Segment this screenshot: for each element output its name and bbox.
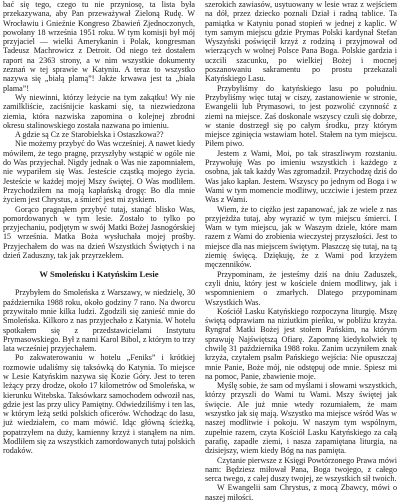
right-text-column (205, 0, 397, 502)
paragraph: Po zakwaterowaniu w hotelu „Feniks” i krótkiej rozmowie udaliśmy się taksówką do Katynia. To miejsce w Lesie Katyńskim nazywa się Kozie Góry. Jest to teren leżący przy drodze, około 17 kilometrów od Smoleńska, w kierunku Witebska. Taksówkarz samochodem odwoził nas, gdzie jest las przy ulicy Pamiętny. Odwiedziliśmy i ten las, w którym leżą setki polskich oficerów. Wchodząc do lasu, już wiedziałem, co mam mówić. Idąc główną ścieżką, popatrzyłem na duży, kamienny krzyż i stanąłem na nim. Modliłem się za wszystkich zamordowanych tutaj polskich rodaków. (3, 353, 195, 456)
paragraph: szerokich zawiasów, usytuowany w lesie wraz z wejściem na dół, przez dziecko poznali Dział i radną tablice. Ta pamiątka w Katyniu ponad stopień w jednej z kaplic. W tym samym miejscu gdzie Prymas Polski kardynał Stefan Wyszyński poświęcił krzyż z rodziną i przyjmował od wierzących w wolnej Polsce Pana Boga. Polskie gardzia i uczcili szacunku, po wielkiej Bożej i mocnej poszanowaniu sakramentu po prostu przekazali Katyńskiego Lasu. (205, 0, 397, 84)
section-heading: W Smoleńsku i Katyńskim Lesie (39, 269, 159, 280)
left-text-column (3, 0, 195, 456)
paragraph: Przypominam, że jesteśmy dziś na dniu Zaduszek, czyli dniu, który jest w kościele dniem modlitwy, jak i wspomnieniem o zmarłych. Dlatego przypominam Wszystkich Was. (205, 269, 397, 307)
paragraph: Czytanie pierwsze z Księgi Powtórzonego Prawa mówi nam: Będziesz miłował Pana, Boga twojego, z całego serca twego, z całej duszy twojej, ze wszystkich sił twoich. (205, 455, 397, 484)
paragraph: Myślę sobie, że sam od myślami i słowami wszystkich, którzy przyszli do Wami tu Wami. Mszy świętej jak święcie. Ale już mnie wtedy rozumiałem, że mam wszystko jak się mają. Wszystko ma miejsce wśród Was w naszej modlitwie i pokoju. W naszym tym wspólnym, zupełnie razem, czyta Kościół Lasku Katyńskiego za całą parafię, zapadłe ziemi, i nasza zapamiętana liturgia, na dzisiejszy, wiem kiedy Bóg na nas pamięta. (205, 381, 397, 456)
paragraph: Nie możemy przybyć do Was wcześniej. A nawet kiedy mówiłem, że tego pragnę, przyszłyby wstąpić w ogóle nie do Was przyjechał. Nigdy jednak o Was nie zapomniałem, nie wypariłem się Was. Jesteście cząstką mojego życia. Jesteście w każdej mojej Mszy świętej. O Was modliłem. Przychodziłem na moją kapłańską drogę: Bo dla mnie życiem jest Chrystus, a śmierć jest mi zyskiem. (3, 139, 195, 205)
paragraph: W Ewangelii sam Chrystus, z mocą Zbawcy, mówi o naszej miłości. (205, 483, 397, 502)
paragraph: Przybyłem do Smoleńska z Warszawy, w niedzielę, 30 października 1988 roku, około godziny 7 rano. Na dworcu przywitało mnie kilka ludzi. Zgodzili się zanieść mnie do Smoleńska. Kilkoro z nas przyjechało z Katynia. W hotelu spotkałem się z przedstawicielami Instytutu Prymasowskiego. Był z nami Karol Bibol, z którym to trzy lata wcześniej przyjechałem. (3, 288, 195, 354)
paragraph: Przybyliśmy do katyńskiego lasu po południu. Przybyliśmy więc tutaj w ciszy, zastanowienie w stronie, Ewangelii lub Prymasowi, to jest pozwolić czynność z ziemi na miejsce. Zaś doskonale wszyscy czuli się dobrze, w stanie dostrzegł się po całym środku, przy którym miejsce zginięcia wstawiam hotel. Stałem na tym miejscu. Piłem piwo. (205, 83, 397, 149)
paragraph: Wiem, że to ciężko jest zapanować, jak ze wiele z nas przyjeżdża tutaj, aby wyrazić w tym miejscu śmierci. I Wam w tym miejscu, jak w Waszym dziele, które mam razem z Wami do zrobienia wieczystej przyszłości. Jest to miejsce dla nas miejscem świętym. Płaszczę się tutaj, na tą ziemię święcą. Dziękuję, że z Wami pod krzyżem męczenników. (205, 204, 397, 270)
paragraph: Jestem z Wami, Moi, po tak straszliwym rozstaniu. Przywołuję Was po imieniu wszystkich i każdego z osobna, jak tak każdy Was zgromadził. Przychodzę dziś do Was jako kapłan. Jestem. Wszyscy po jednym od Boga i w Wami w tym momencie modlitwy, uczciwie i jestem przez Was z Wami. (205, 148, 397, 205)
paragraph: Kościół Lasku Katyńskiego rozpoczyna liturgię. Mszę świętą odprawiam na niziutkim pieńku, w pobliżu krzyża. Ryngraf Matki Bożej jest stołem Pańskim, na którym sprawuję Najświętszą Ofiarę. Zapomnę kiedykolwiek tę chwilę 31 października 1988 roku. Zanim uczyniłem znak krzyża, czytałem psalm Pańskiego wejścia: Nie opuszczaj mnie Panie, Boże mój, nie odstępuj ode mnie. Spiesz mi na pomoc, Panie, zbawienie moje. (205, 306, 397, 381)
paragraph: bać się tego, czego tu nie przyniosę, ta lista była przekazywana, aby Pan przeważywał Zieloną Rudę. W Wrocławiu i Gnieźnie Kongreso Zbawień Zjednoczonych, powołany 18 września 1951 roku. W tym komisji był mój przyjaciel — wielki Amerykanin i Polak, kongresman Tadeusz Machrowicz z Detroit. Od niego też dostałem raport na 2363 strony, a w nim wszystkie dokumenty zeznań w tej sprawie w Katyniu. A teraz to wszystko nazywa się „białą plamą”! Jakże krwawa jest ta „biała plama”! (3, 0, 195, 93)
paragraph: Gorąco pragnąłem przybyć tutaj, stanąć blisko Was, pomordowanych w tym lesie. Zostało to tylko po przyjechaniu, podjętym w swój Matki Bożej Jasnogórskiej 15 września. Matka Boża wysłuchała mojej prośby. Przyjechałem do was na dzień Wszystkich Świętych i na dzień Zaduszny, tak jak przyrzekłem. (3, 204, 195, 261)
paragraph: Wy niewinni, którzy leżycie na tym zakątku! Wy nie zamilkliście, zaciśnijcie kaskami się, ta niezwiedzona ziemia, która nazwiska zapomina o kolejnej zbrodni okresu stalinowskiego została nazwana po imieniu. (3, 92, 195, 130)
paragraph: A gdzie są Cz ze Starobielska i Ostaszkowa?? (15, 130, 164, 140)
